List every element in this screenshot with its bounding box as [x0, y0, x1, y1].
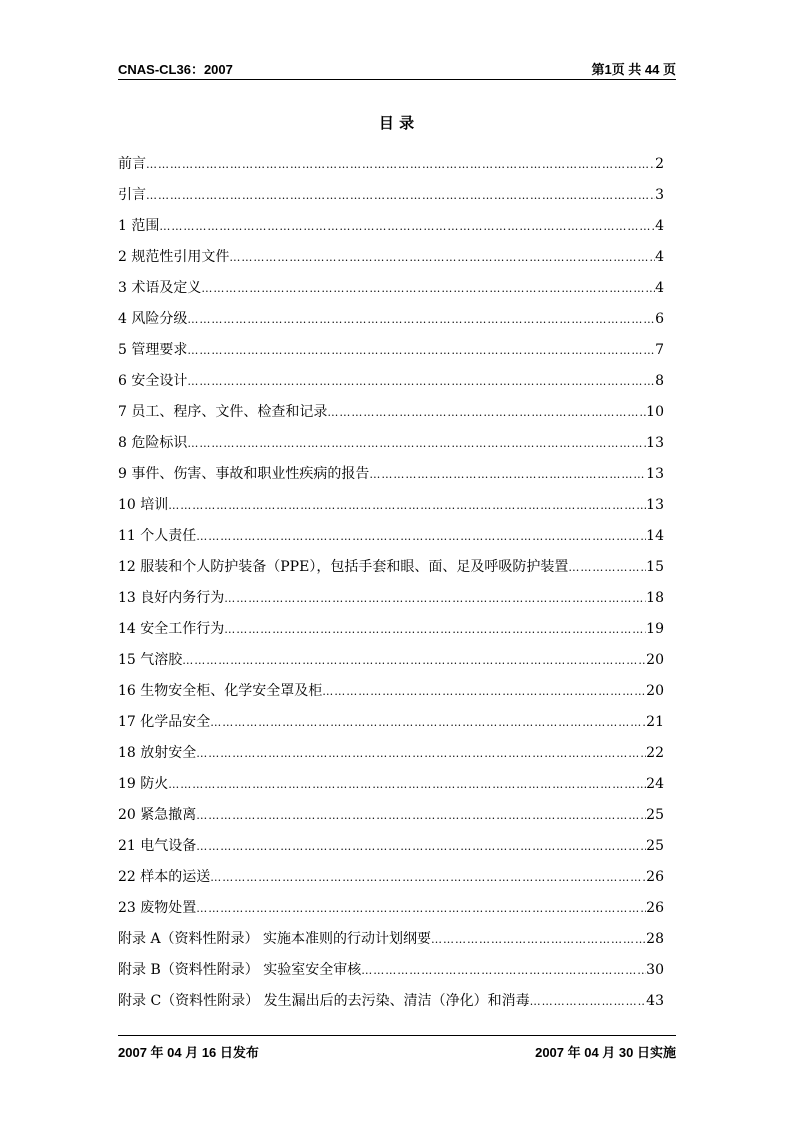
toc-leader-dots — [431, 928, 646, 952]
toc-leader-dots — [196, 804, 646, 828]
implementation-date: 2007 年 04 月 30 日实施 — [535, 1045, 676, 1060]
toc-leader-dots — [322, 680, 646, 704]
toc-entry-page: 24 — [646, 776, 664, 792]
toc-entry-label: 23 废物处置 — [118, 900, 197, 916]
toc-entry-label: 15 气溶胶 — [118, 652, 183, 668]
toc-entry-page: 21 — [646, 714, 664, 730]
toc-entry[interactable] — [118, 803, 664, 834]
toc-entry[interactable] — [118, 400, 664, 431]
toc-entry-label: 6 安全设计 — [118, 373, 188, 389]
toc-entry[interactable] — [118, 617, 664, 648]
toc-leader-dots — [568, 556, 646, 580]
toc-entry-label: 附录 B（资料性附录） 实验室安全审核 — [118, 962, 362, 978]
toc-entry-page: 25 — [646, 838, 664, 854]
toc-entry-page: 8 — [655, 373, 664, 389]
toc-entry-page: 22 — [646, 745, 664, 761]
toc-entry[interactable] — [118, 493, 664, 524]
toc-entry[interactable] — [118, 741, 664, 772]
toc-entry-page: 4 — [655, 218, 664, 234]
toc-leader-dots — [196, 897, 646, 921]
toc-entry-page: 13 — [646, 466, 664, 482]
toc-entry[interactable] — [118, 710, 664, 741]
toc-entry-label: 前言 — [118, 156, 146, 172]
toc-entry-label: 9 事件、伤害、事故和职业性疾病的报告 — [118, 466, 370, 482]
toc-entry-page: 15 — [646, 559, 664, 575]
toc-entry-label: 19 防火 — [118, 776, 169, 792]
toc-leader-dots — [187, 432, 646, 456]
page-header — [118, 59, 676, 80]
toc-entry[interactable] — [118, 245, 664, 276]
toc-leader-dots — [168, 494, 646, 518]
toc-entry-label: 2 规范性引用文件 — [118, 249, 230, 265]
toc-entry[interactable] — [118, 276, 664, 307]
toc-entry-label: 20 紧急撤离 — [118, 807, 197, 823]
toc-leader-dots — [187, 370, 655, 394]
toc-entry[interactable] — [118, 834, 664, 865]
toc-entry[interactable] — [118, 958, 664, 989]
toc-entry-label: 17 化学品安全 — [118, 714, 211, 730]
page-number-info: 第1页 共 44 页 — [591, 62, 676, 77]
toc-leader-dots — [187, 339, 655, 363]
toc-entry-label: 16 生物安全柜、化学安全罩及柜 — [118, 683, 323, 699]
toc-entry-label: 13 良好内务行为 — [118, 590, 225, 606]
toc-entry[interactable] — [118, 896, 664, 927]
toc-entry-page: 20 — [646, 683, 664, 699]
toc-entry-page: 4 — [655, 280, 664, 296]
toc-entry-label: 22 样本的运送 — [118, 869, 211, 885]
toc-entry[interactable] — [118, 338, 664, 369]
toc-entry[interactable] — [118, 648, 664, 679]
table-of-contents — [118, 152, 664, 1020]
toc-entry-label: 18 放射安全 — [118, 745, 197, 761]
toc-leader-dots — [146, 153, 655, 177]
toc-entry[interactable] — [118, 183, 664, 214]
toc-entry[interactable] — [118, 152, 664, 183]
toc-entry-label: 10 培训 — [118, 497, 169, 513]
toc-leader-dots — [201, 277, 655, 301]
toc-entry[interactable] — [118, 927, 664, 958]
toc-entry[interactable] — [118, 679, 664, 710]
document-code: CNAS-CL36：2007 — [118, 62, 233, 77]
toc-entry-page: 26 — [646, 869, 664, 885]
toc-entry-page: 7 — [655, 342, 664, 358]
toc-leader-dots — [210, 711, 646, 735]
toc-entry-page: 43 — [646, 993, 664, 1009]
toc-leader-dots — [327, 401, 646, 425]
toc-leader-dots — [196, 835, 646, 859]
toc-entry-label: 引言 — [118, 187, 146, 203]
toc-entry[interactable] — [118, 369, 664, 400]
toc-leader-dots — [229, 246, 655, 270]
toc-entry[interactable] — [118, 462, 664, 493]
toc-entry-page: 25 — [646, 807, 664, 823]
toc-entry[interactable] — [118, 431, 664, 462]
toc-entry-page: 6 — [655, 311, 664, 327]
toc-leader-dots — [168, 773, 646, 797]
toc-leader-dots — [224, 587, 646, 611]
toc-entry-page: 28 — [646, 931, 664, 947]
toc-entry-label: 8 危险标识 — [118, 435, 188, 451]
page-footer — [118, 1035, 676, 1058]
toc-leader-dots — [196, 742, 646, 766]
toc-leader-dots — [224, 618, 646, 642]
toc-entry-page: 3 — [655, 187, 664, 203]
toc-entry-label: 4 风险分级 — [118, 311, 188, 327]
toc-leader-dots — [369, 463, 646, 487]
toc-entry-page: 18 — [646, 590, 664, 606]
toc-entry[interactable] — [118, 865, 664, 896]
toc-entry-page: 4 — [655, 249, 664, 265]
toc-entry[interactable] — [118, 214, 664, 245]
toc-entry[interactable] — [118, 555, 664, 586]
toc-entry[interactable] — [118, 307, 664, 338]
toc-entry-page: 19 — [646, 621, 664, 637]
toc-entry[interactable] — [118, 586, 664, 617]
toc-entry-page: 26 — [646, 900, 664, 916]
toc-entry-label: 附录 A（资料性附录） 实施本准则的行动计划纲要 — [118, 931, 432, 947]
toc-leader-dots — [210, 866, 646, 890]
toc-leader-dots — [187, 308, 655, 332]
toc-leader-dots — [182, 649, 646, 673]
toc-entry-page: 10 — [646, 404, 664, 420]
toc-entry[interactable] — [118, 524, 664, 555]
toc-leader-dots — [146, 184, 655, 208]
toc-leader-dots — [159, 215, 655, 239]
toc-entry-label: 5 管理要求 — [118, 342, 188, 358]
toc-entry[interactable] — [118, 772, 664, 803]
toc-entry-page: 14 — [646, 528, 664, 544]
toc-leader-dots — [530, 990, 647, 1014]
toc-entry-label: 3 术语及定义 — [118, 280, 202, 296]
toc-entry-page: 20 — [646, 652, 664, 668]
toc-entry[interactable] — [118, 989, 664, 1020]
toc-entry-label: 7 员工、程序、文件、检查和记录 — [118, 404, 328, 420]
toc-entry-label: 21 电气设备 — [118, 838, 197, 854]
toc-entry-label: 14 安全工作行为 — [118, 621, 225, 637]
toc-entry-label: 1 范围 — [118, 218, 160, 234]
toc-entry-page: 30 — [646, 962, 664, 978]
toc-entry-label: 12 服装和个人防护装备（PPE），包括手套和眼、面、足及呼吸防护装置 — [118, 559, 569, 575]
toc-entry-label: 11 个人责任 — [118, 528, 197, 544]
toc-entry-label: 附录 C（资料性附录） 发生漏出后的去污染、清洁（净化）和消毒 — [118, 993, 530, 1009]
issue-date: 2007 年 04 月 16 日发布 — [118, 1045, 259, 1060]
toc-leader-dots — [196, 525, 646, 549]
toc-entry-page: 13 — [646, 435, 664, 451]
toc-title: 目 录 — [378, 114, 415, 132]
toc-leader-dots — [361, 959, 646, 983]
toc-entry-page: 13 — [646, 497, 664, 513]
toc-entry-page: 2 — [655, 156, 664, 172]
